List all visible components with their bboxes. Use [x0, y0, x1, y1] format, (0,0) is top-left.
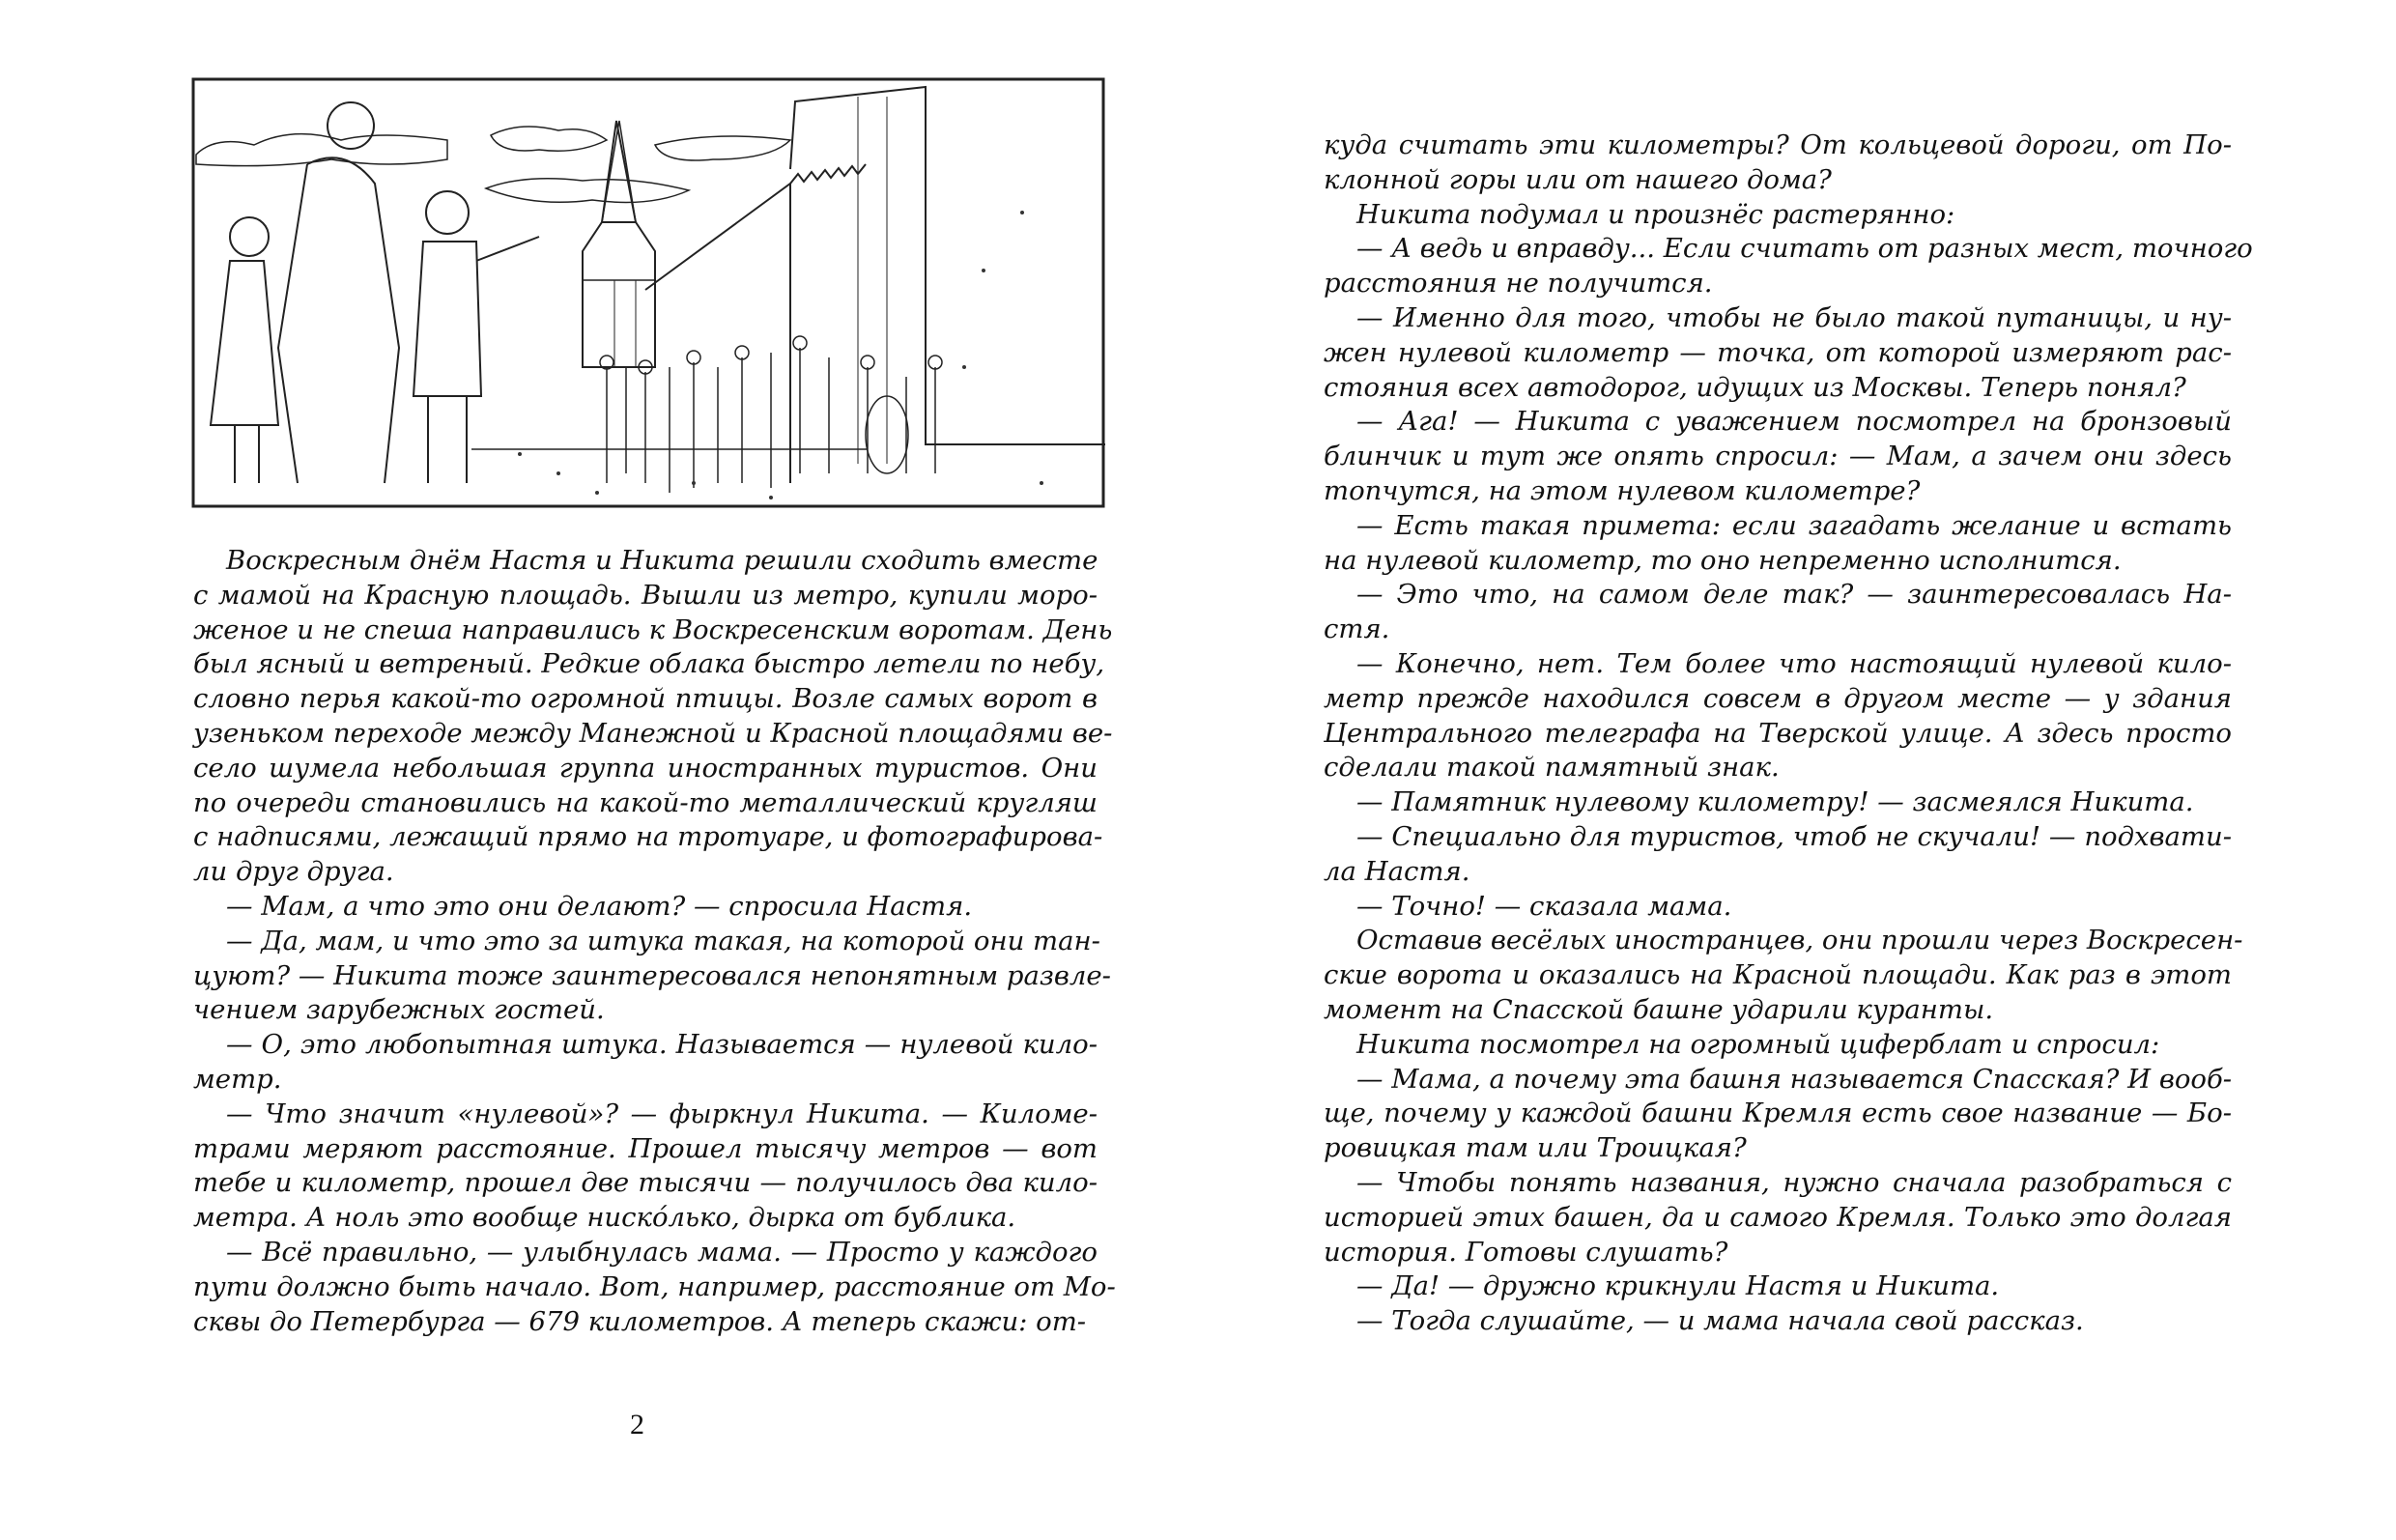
page-number: 2 [630, 1409, 644, 1440]
text-line: — Мама, а почему эта башня называется Спасская? И вооб- [1356, 1063, 2233, 1095]
text-line: Воскресным днём Настя и Никита решили сходить вместе [226, 545, 1098, 576]
text-line: узеньком переходе между Манежной и Красной площадями ве- [193, 717, 1113, 749]
text-line: село шумела небольшая группа иностранных туристов. Они [193, 752, 1098, 784]
text-line: блинчик и тут же опять спросил: — Мам, а зачем они здесь [1324, 441, 2232, 472]
text-line: с мамой на Красную площадь. Вышли из метро, купили моро- [193, 579, 1098, 611]
text-line: — Что значит «нулевой»? — фыркнул Никита. — Киломе- [226, 1098, 1098, 1129]
text-line: — Да! — дружно крикнули Настя и Никита. [1356, 1270, 2000, 1302]
text-line: метр прежде находился совсем в другом месте — у здания [1324, 682, 2232, 714]
text-line: с надписями, лежащий прямо на тротуаре, и фотографирова- [193, 821, 1103, 853]
text-line: тебе и километр, прошел две тысячи — получилось два кило- [193, 1167, 1098, 1199]
text-line: был ясный и ветреный. Редкие облака быстро летели по небу, [193, 648, 1105, 680]
text-line: сделали такой памятный знак. [1324, 752, 1780, 784]
text-line: история. Готовы слушать? [1324, 1236, 1728, 1268]
text-line: метр. [193, 1063, 282, 1095]
text-line: клонной горы или от нашего дома? [1324, 163, 1832, 195]
text-line: куда считать эти километры? От кольцевой дороги, от По- [1324, 129, 2232, 160]
text-line: Оставив весёлых иностранцев, они прошли через Воскресен- [1356, 925, 2243, 956]
text-line: по очереди становились на какой-то металлический кругляш [193, 786, 1098, 818]
text-line: — Ага! — Никита с уважением посмотрел на бронзовый [1356, 406, 2232, 438]
text-line: — Специально для туристов, чтоб не скучали! — подхвати- [1356, 820, 2232, 852]
text-line: ла Настя. [1324, 855, 1470, 887]
text-line: — Есть такая примета: если загадать желание и встать [1356, 509, 2232, 541]
text-line: — Именно для того, чтобы не было такой путаницы, и ну- [1356, 301, 2232, 333]
text-line: — Памятник нулевому километру! — засмеялся Никита. [1356, 786, 2194, 818]
text-line: историей этих башен, да и самого Кремля. Только это долгая [1324, 1201, 2232, 1233]
text-line: момент на Спасской башне ударили куранты. [1324, 993, 1994, 1025]
text-line: женое и не спеша направились к Воскресенским воротам. День [193, 613, 1113, 645]
text-line: Никита посмотрел на огромный циферблат и спросил: [1356, 1028, 2160, 1060]
text-line: — Чтобы понять названия, нужно сначала разобраться с [1356, 1166, 2232, 1198]
text-line: — Тогда слушайте, — и мама начала свой рассказ. [1356, 1305, 2084, 1337]
text-line: чением зарубежных гостей. [193, 994, 605, 1026]
text-line: — Точно! — сказала мама. [1356, 890, 1732, 922]
text-line: трами меряют расстояние. Прошел тысячу метров — вот [193, 1132, 1098, 1164]
text-line: расстояния не получится. [1324, 268, 1713, 299]
text-line: топчутся, на этом нулевом километре? [1324, 474, 1921, 506]
text-line: Никита подумал и произнёс растерянно: [1356, 198, 1955, 230]
text-line: — А ведь и вправду... Если считать от разных мест, точного [1356, 233, 2253, 265]
text-line: цуют? — Никита тоже заинтересовался непонятным развле- [193, 959, 1111, 991]
text-line: жен нулевой километр — точка, от которой измеряют рас- [1324, 336, 2232, 368]
text-line: стя. [1324, 613, 1390, 645]
text-line: метра. А ноль это вообще нискóлько, дырка от бублика. [193, 1202, 1016, 1234]
text-line: — О, это любопытная штука. Называется — нулевой кило- [226, 1029, 1098, 1061]
text-line: ские ворота и оказались на Красной площади. Как раз в этот [1324, 959, 2232, 991]
text-line: — Конечно, нет. Тем более что настоящий нулевой кило- [1356, 647, 2232, 679]
text-line: на нулевой километр, то оно непременно исполнится. [1324, 544, 2122, 576]
text-line: словно перья какой-то огромной птицы. Возле самых ворот в [193, 683, 1098, 715]
text-line: — Мам, а что это они делают? — спросила Настя. [226, 890, 973, 922]
right-text-column [1324, 128, 2253, 1339]
text-line: стояния всех автодорог, идущих из Москвы. Теперь понял? [1324, 371, 2186, 403]
text-line: ли друг друга. [193, 856, 394, 888]
left-text-column [193, 544, 1116, 1339]
text-line: ще, почему у каждой башни Кремля есть свое название — Бо- [1324, 1098, 2232, 1129]
text-line: — Всё правильно, — улыбнулась мама. — Просто у каждого [226, 1236, 1098, 1268]
text-line: пути должно быть начало. Вот, например, расстояние от Мо- [193, 1270, 1116, 1302]
text-line: сквы до Петербурга — 679 километров. А теперь скажи: от- [193, 1305, 1087, 1337]
kremlin-illustration [191, 77, 1105, 508]
text-line: Центрального телеграфа на Тверской улице. А здесь просто [1324, 717, 2232, 749]
text-line: — Да, мам, и что это за штука такая, на которой они тан- [226, 925, 1100, 956]
text-line: ровицкая там или Троицкая? [1324, 1132, 1747, 1164]
text-line: — Это что, на самом деле так? — заинтересовалась На- [1356, 579, 2232, 611]
